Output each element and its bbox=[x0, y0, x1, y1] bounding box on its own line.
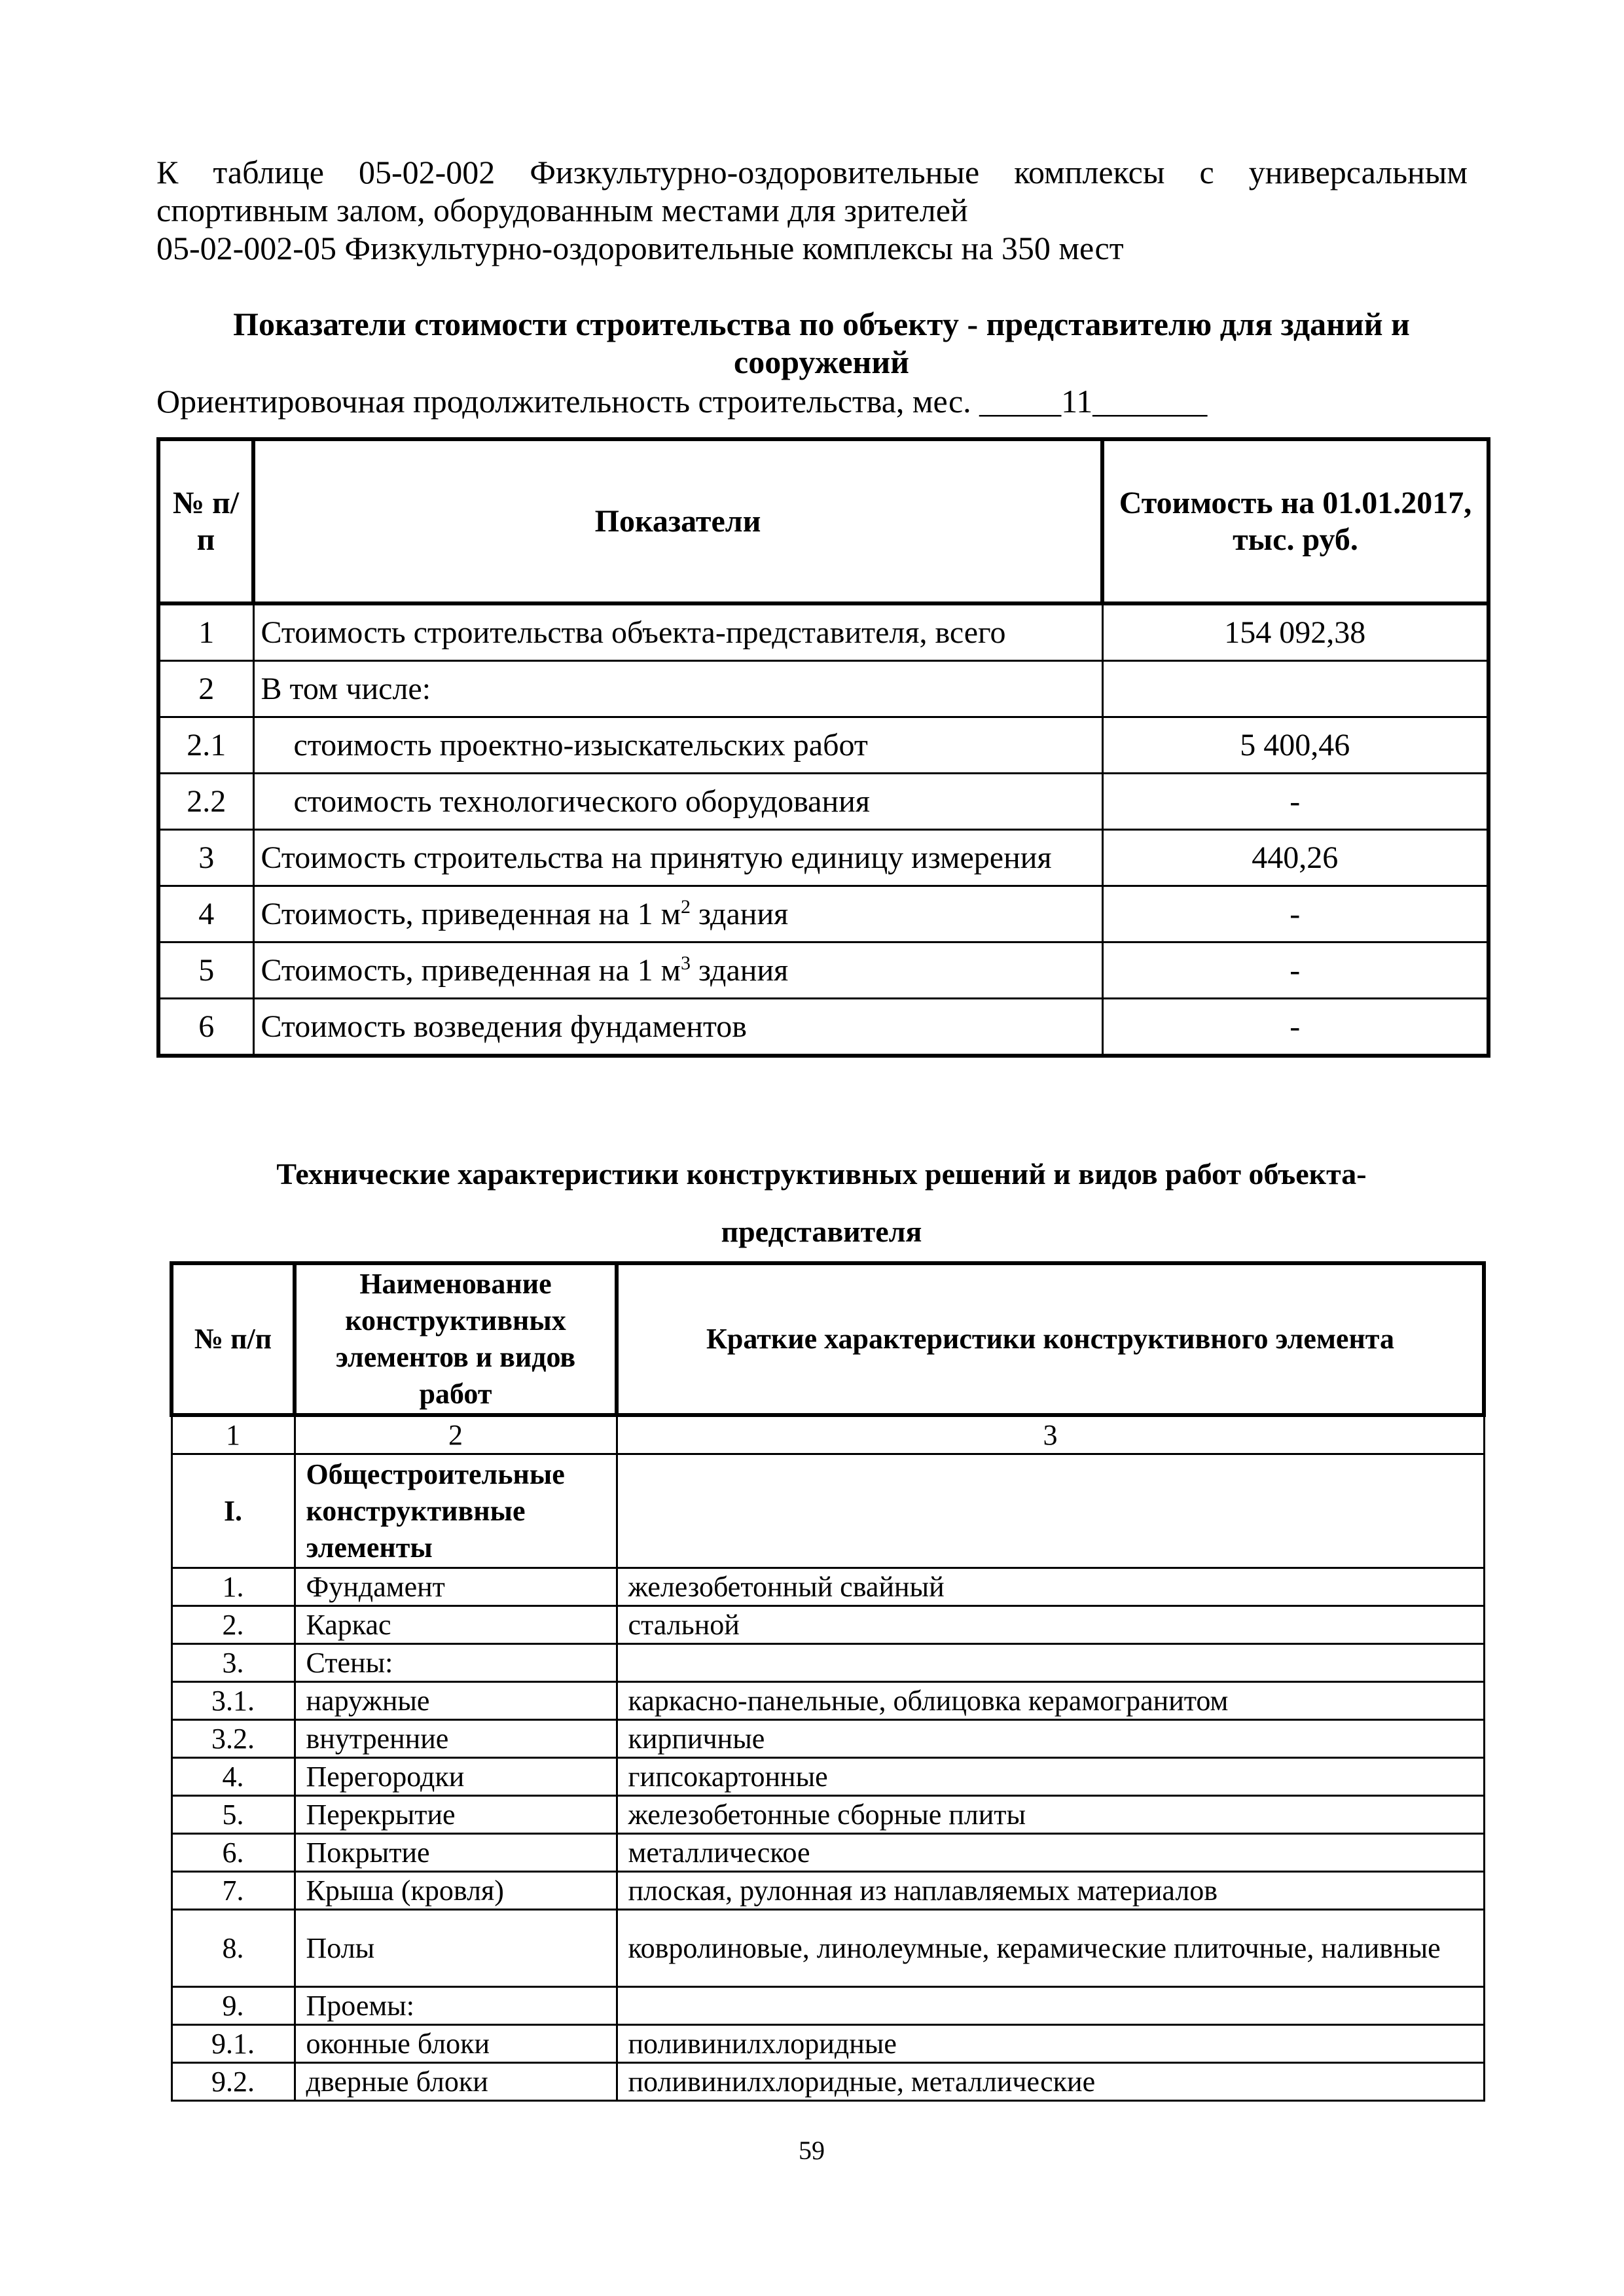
row-element-name: внутренние bbox=[295, 1720, 617, 1758]
tech-table-row bbox=[171, 1758, 1484, 1796]
row-num: 3.1. bbox=[171, 1682, 295, 1720]
column-numbers-row bbox=[171, 1415, 1484, 1454]
row-num: 6 bbox=[158, 999, 253, 1056]
row-label: Стоимость возведения фундаментов bbox=[261, 1009, 747, 1044]
row-cost: - bbox=[1102, 999, 1489, 1056]
row-num: 5 bbox=[158, 942, 253, 999]
row-num: 1 bbox=[158, 603, 253, 661]
tech-table-row bbox=[171, 2025, 1484, 2063]
row-num: 3.2. bbox=[171, 1720, 295, 1758]
intro-text bbox=[156, 153, 1468, 267]
row-num: 9.1. bbox=[171, 2025, 295, 2063]
row-cost: - bbox=[1102, 774, 1489, 830]
tech-table-row bbox=[171, 1720, 1484, 1758]
row-description: ковролиновые, линолеумные, керамические плиточные, наливные bbox=[617, 1910, 1484, 1987]
row-cost bbox=[1102, 661, 1489, 717]
tech-table-row bbox=[171, 1910, 1484, 1987]
tech-table-row bbox=[171, 1987, 1484, 2025]
header-name: Наименование конструктивных элементов и видов работ bbox=[295, 1263, 617, 1415]
row-description: стальной bbox=[617, 1606, 1484, 1644]
cost-table-row bbox=[158, 999, 1489, 1056]
row-cost: - bbox=[1102, 942, 1489, 999]
duration-label: Ориентировочная продолжительность строительства, мес. bbox=[156, 383, 971, 420]
header-cost: Стоимость на 01.01.2017, тыс. руб. bbox=[1102, 439, 1489, 603]
row-element-name: Перекрытие bbox=[295, 1796, 617, 1834]
tech-table-row bbox=[171, 1682, 1484, 1720]
cost-title-line-2: сооружений bbox=[734, 344, 909, 380]
tech-table-row bbox=[171, 1834, 1484, 1872]
row-description bbox=[617, 1987, 1484, 2025]
row-indicator bbox=[253, 999, 1102, 1056]
row-num: I. bbox=[171, 1454, 295, 1568]
header-num: № п/п bbox=[158, 439, 253, 603]
intro-line-1: К таблице 05-02-002 Физкультурно-оздоровительные комплексы с универсальным bbox=[156, 154, 1468, 190]
row-description: железобетонные сборные плиты bbox=[617, 1796, 1484, 1834]
cost-table-row bbox=[158, 717, 1489, 774]
tech-table-row bbox=[171, 1644, 1484, 1682]
cost-section-title bbox=[156, 305, 1487, 381]
cost-table-row bbox=[158, 661, 1489, 717]
row-label-tail: здания bbox=[690, 953, 789, 988]
tech-table-row bbox=[171, 1568, 1484, 1606]
row-cost: - bbox=[1102, 886, 1489, 942]
page-number: 59 bbox=[799, 2136, 825, 2165]
row-cost: 440,26 bbox=[1102, 830, 1489, 886]
row-indicator bbox=[253, 942, 1102, 999]
tech-table-row bbox=[171, 1454, 1484, 1568]
row-indicator bbox=[253, 886, 1102, 942]
row-num: 6. bbox=[171, 1834, 295, 1872]
row-label: Стоимость строительства на принятую единицу измерения bbox=[261, 840, 1052, 875]
row-description: поливинилхлоридные bbox=[617, 2025, 1484, 2063]
intro-line-2: спортивным залом, оборудованным местами для зрителей bbox=[156, 192, 968, 228]
row-num: 1. bbox=[171, 1568, 295, 1606]
row-label: Стоимость, приведенная на 1 м bbox=[261, 897, 681, 931]
cost-table-header bbox=[158, 439, 1489, 603]
cost-table-row bbox=[158, 774, 1489, 830]
row-description: гипсокартонные bbox=[617, 1758, 1484, 1796]
row-element-name: Фундамент bbox=[295, 1568, 617, 1606]
row-num: 8. bbox=[171, 1910, 295, 1987]
tech-table-row bbox=[171, 2063, 1484, 2101]
row-num: 3. bbox=[171, 1644, 295, 1682]
tech-table-row bbox=[171, 1796, 1484, 1834]
tech-table-row bbox=[171, 1606, 1484, 1644]
row-element-name: Проемы: bbox=[295, 1987, 617, 2025]
tech-title-line-1: Технические характеристики конструктивных решений и видов работ объекта- bbox=[276, 1157, 1367, 1191]
unit-exponent: 2 bbox=[680, 896, 691, 918]
tech-table-row bbox=[171, 1872, 1484, 1910]
tech-table bbox=[170, 1261, 1486, 2102]
row-element-name: Перегородки bbox=[295, 1758, 617, 1796]
row-num: 3 bbox=[158, 830, 253, 886]
row-num: 4. bbox=[171, 1758, 295, 1796]
row-element-name: Стены: bbox=[295, 1644, 617, 1682]
row-label-tail: здания bbox=[690, 897, 789, 931]
row-label: Стоимость, приведенная на 1 м bbox=[261, 953, 681, 988]
tech-table-header bbox=[171, 1263, 1484, 1415]
row-num: 4 bbox=[158, 886, 253, 942]
tech-title-line-2: представителя bbox=[721, 1215, 922, 1248]
row-label: стоимость технологического оборудования bbox=[293, 784, 870, 819]
tech-section-title bbox=[156, 1145, 1487, 1261]
row-element-name: Крыша (кровля) bbox=[295, 1872, 617, 1910]
row-element-name: дверные блоки bbox=[295, 2063, 617, 2101]
row-element-name: Полы bbox=[295, 1910, 617, 1987]
row-description: плоская, рулонная из наплавляемых материалов bbox=[617, 1872, 1484, 1910]
row-num: 7. bbox=[171, 1872, 295, 1910]
row-element-name: оконные блоки bbox=[295, 2025, 617, 2063]
row-element-name: наружные bbox=[295, 1682, 617, 1720]
row-indicator bbox=[253, 774, 1102, 830]
row-description: металлическое bbox=[617, 1834, 1484, 1872]
col-number: 1 bbox=[171, 1415, 295, 1454]
cost-table-row bbox=[158, 942, 1489, 999]
unit-exponent: 3 bbox=[680, 952, 691, 974]
duration-line bbox=[156, 382, 1207, 420]
cost-table-row bbox=[158, 830, 1489, 886]
row-num: 9.2. bbox=[171, 2063, 295, 2101]
row-description bbox=[617, 1644, 1484, 1682]
row-description: железобетонный свайный bbox=[617, 1568, 1484, 1606]
row-num: 5. bbox=[171, 1796, 295, 1834]
cost-table-row bbox=[158, 886, 1489, 942]
row-description: каркасно-панельные, облицовка керамогранитом bbox=[617, 1682, 1484, 1720]
row-label: стоимость проектно-изыскательских работ bbox=[293, 728, 868, 762]
col-number: 2 bbox=[295, 1415, 617, 1454]
row-element-name: Каркас bbox=[295, 1606, 617, 1644]
row-num: 9. bbox=[171, 1987, 295, 2025]
row-num: 2.2 bbox=[158, 774, 253, 830]
header-num: № п/п bbox=[171, 1263, 295, 1415]
row-indicator bbox=[253, 603, 1102, 661]
row-label: Стоимость строительства объекта-представителя, всего bbox=[261, 615, 1006, 650]
duration-value: _____11_______ bbox=[979, 383, 1208, 420]
row-description: поливинилхлоридные, металлические bbox=[617, 2063, 1484, 2101]
header-indicator: Показатели bbox=[253, 439, 1102, 603]
row-indicator bbox=[253, 717, 1102, 774]
row-cost: 154 092,38 bbox=[1102, 603, 1489, 661]
cost-title-line-1: Показатели стоимости строительства по объекту - представителю для зданий и bbox=[233, 306, 1410, 342]
row-num: 2. bbox=[171, 1606, 295, 1644]
row-indicator bbox=[253, 830, 1102, 886]
intro-line-3: 05-02-002-05 Физкультурно-оздоровительные комплексы на 350 мест bbox=[156, 230, 1124, 266]
header-desc: Краткие характеристики конструктивного элемента bbox=[617, 1263, 1484, 1415]
row-description bbox=[617, 1454, 1484, 1568]
row-element-name: Покрытие bbox=[295, 1834, 617, 1872]
row-cost: 5 400,46 bbox=[1102, 717, 1489, 774]
row-num: 2 bbox=[158, 661, 253, 717]
row-label: В том числе: bbox=[261, 672, 431, 706]
cost-table bbox=[156, 437, 1490, 1058]
row-indicator bbox=[253, 661, 1102, 717]
cost-table-row bbox=[158, 603, 1489, 661]
row-element-name: Общестроительные конструктивные элементы bbox=[295, 1454, 617, 1568]
row-description: кирпичные bbox=[617, 1720, 1484, 1758]
row-num: 2.1 bbox=[158, 717, 253, 774]
col-number: 3 bbox=[617, 1415, 1484, 1454]
